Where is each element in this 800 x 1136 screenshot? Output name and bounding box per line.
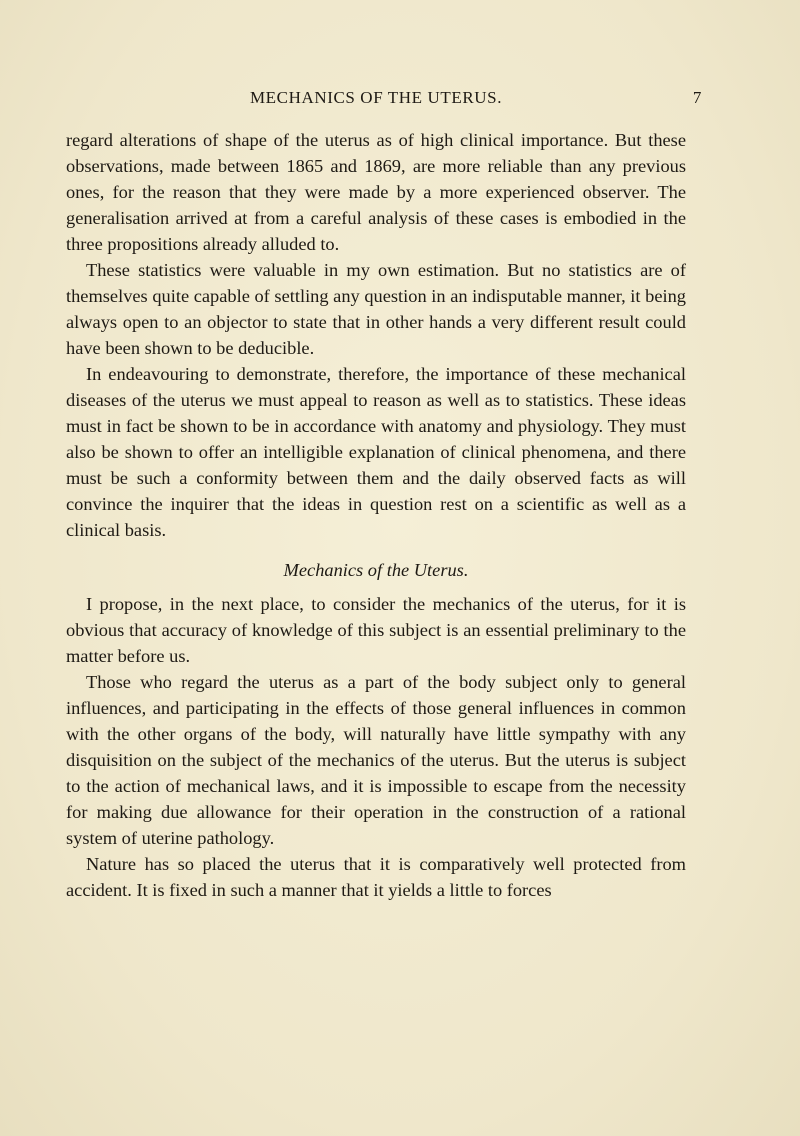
paragraph-5: Those who regard the uterus as a part of the body subject only to general influences, and participating in the effects of those general influences in common with the other organs of the body, will naturally have little sympathy with any disquisition on the subject of the mechanics of the uterus. But the uterus is subject to the action of mechanical laws, and it is impossible to escape from the necessity for making due allowance for their operation in the construction of a rational system of uterine pathology. bbox=[66, 672, 686, 848]
page-number: 7 bbox=[692, 88, 702, 107]
paragraph-6: Nature has so placed the uterus that it is comparatively well protected from accident. It is fixed in such a manner that it yields a little to forces bbox=[66, 854, 686, 900]
section-heading: Mechanics of the Uterus. bbox=[283, 560, 469, 580]
paragraph-4: I propose, in the next place, to consider the mechanics of the uterus, for it is obvious that accuracy of knowledge of this subject is an essential preliminary to the matter before us. bbox=[66, 594, 686, 666]
running-header bbox=[66, 88, 702, 112]
paragraph-3: In endeavouring to demonstrate, therefore, the importance of these mechanical diseases of the uterus we must appeal to reason as well as to statistics. These ideas must in fact be shown to be in accordance with anatomy and physiology. They must also be shown to offer an intelligible explanation of clinical phenomena, and there must be such a conformity between them and the daily observed facts as will convince the inquirer that the ideas in question rest on a scientific as well as a clinical basis. bbox=[66, 364, 686, 540]
running-title: MECHANICS OF THE UTERUS. bbox=[249, 88, 503, 107]
body-text bbox=[66, 127, 686, 903]
paragraph-1: regard alterations of shape of the uterus as of high clinical importance. But these observations, made between 1865 and 1869, are more reliable than any previous ones, for the reason that they were made by a more experienced observer. The generalisation arrived at from a careful analysis of these cases is embodied in the three propositions already alluded to. bbox=[66, 130, 686, 254]
paragraph-2: These statistics were valuable in my own estimation. But no statistics are of themselves quite capable of settling any question in an indisputable manner, it being always open to an objector to state that in other hands a very different result could have been shown to be deducible. bbox=[66, 260, 686, 358]
